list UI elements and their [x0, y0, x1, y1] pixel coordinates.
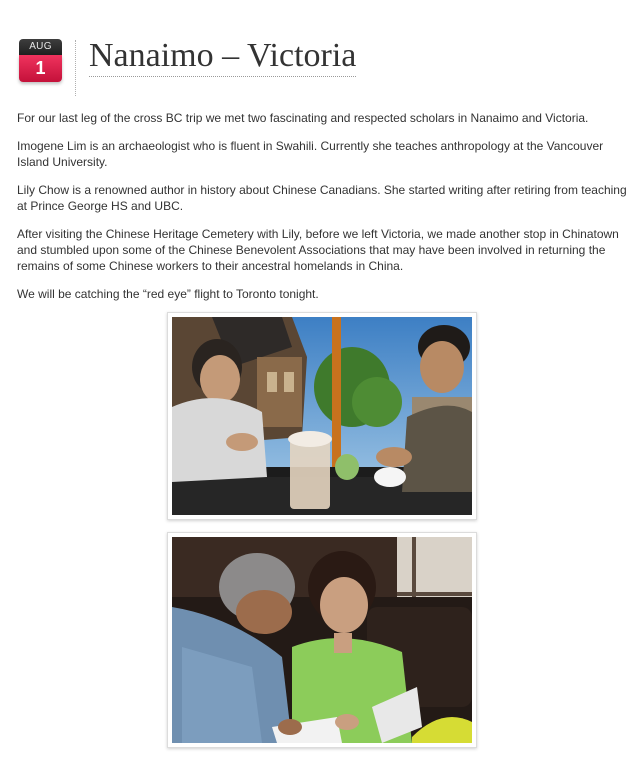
calendar-date-badge: [19, 39, 62, 85]
photo-indoor-discussion-image: [172, 537, 472, 743]
date-month: AUG: [19, 39, 62, 55]
post-body: [17, 110, 630, 314]
photo-outdoor-cafe-image: [172, 317, 472, 515]
paragraph-imogene-lim: Imogene Lim is an archaeologist who is fluent in Swahili. Currently she teaches anthropology at the Vancouver Island University.: [17, 139, 604, 169]
date-day: 1: [19, 55, 62, 82]
paragraph-red-eye: We will be catching the “red eye” flight to Toronto tonight.: [17, 287, 319, 301]
paragraph-chinatown: After visiting the Chinese Heritage Cemetery with Lily, before we left Victoria, we made another stop in Chinatown and stumbled upon some of the Chinese Benevolent Associations that may have been involved in returning the remains of some Chinese workers to their ancestral homelands in China.: [17, 227, 619, 273]
paragraph-lily-chow: Lily Chow is a renowned author in history about Chinese Canadians. She started writing after retiring from teaching at Prince George HS and UBC.: [17, 183, 627, 213]
post-title[interactable]: Nanaimo – Victoria: [89, 36, 356, 77]
post-header: [0, 0, 640, 100]
header-divider: [75, 40, 76, 96]
paragraph-intro: For our last leg of the cross BC trip we met two fascinating and respected scholars in Nanaimo and Victoria.: [17, 111, 589, 125]
photo-outdoor-cafe[interactable]: [167, 312, 477, 520]
photo-indoor-discussion[interactable]: [167, 532, 477, 748]
